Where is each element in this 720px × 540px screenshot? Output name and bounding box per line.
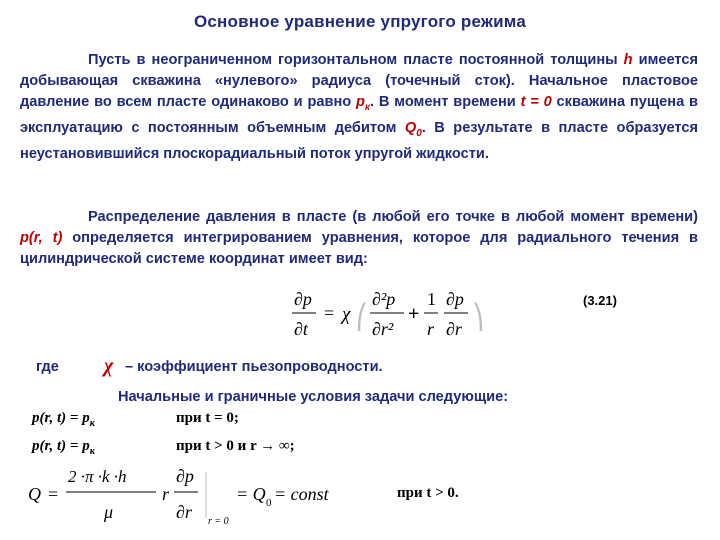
condition-boundary-when: при t > 0 и r → ∞; (176, 438, 295, 454)
text: определяется интегрированием уравнения, которое для радиального течения в цилиндрической системе координат имеет вид: (20, 230, 698, 267)
eq-rhs-q-subscript: 0 (266, 497, 272, 509)
condition-initial-when: при t = 0; (176, 410, 239, 426)
text: . В момент времени (370, 94, 521, 110)
symbol-prt: p(r, t) (20, 230, 63, 246)
eq-r: r (427, 319, 435, 339)
eq-q: Q (28, 484, 41, 504)
eq-equals: = (48, 484, 59, 504)
eq-numerator-d2p: ∂²p (372, 289, 396, 309)
paragraph-pressure-distribution (20, 207, 698, 270)
symbol-t0: t = 0 (520, 94, 552, 110)
eq-denominator-dr: ∂r (446, 319, 462, 339)
eq-plus: + (408, 303, 420, 325)
conditions-intro: Начальные и граничные условия задачи следующие: (118, 389, 509, 405)
text: Пусть в неограниченном горизонтальном пласте постоянной толщины (88, 52, 624, 68)
equation-number: (3.21) (583, 293, 617, 308)
equation-piezoconductivity (280, 283, 500, 345)
eq-numerator-dp2: ∂p (446, 289, 464, 309)
text: имеется добывающая скважина «нулевого» радиуса (точечный сток). Начальное пластовое давление во всем пласте одинаково и равно (20, 52, 698, 110)
page-title: Основное уравнение упругого режима (193, 12, 527, 31)
eq-numerator-dp: ∂p (176, 466, 194, 486)
eq-rhs-q: = Q (236, 484, 266, 504)
text: скважина пущена в эксплуатацию с постоянным объемным дебитом (20, 94, 698, 136)
eq-chi: χ (342, 304, 351, 325)
where-label: где (36, 359, 59, 375)
flow-condition-when: при t > 0. (397, 485, 459, 501)
condition-initial: p(r, $t) = p_к$ (32, 410, 95, 429)
bracket-left: ⎛ (356, 305, 368, 331)
eq-equals: = (324, 303, 335, 323)
symbol-h: h (623, 52, 633, 68)
paragraph-problem-statement (20, 50, 698, 165)
symbol-chi: χ (104, 355, 114, 377)
eq-mu: μ (104, 502, 114, 522)
eq-subscript-r0: r = 0 (208, 516, 229, 527)
eq-one: 1 (427, 289, 436, 309)
eq-r: r (162, 484, 170, 504)
symbol-q0: $Q_0$ (404, 119, 422, 139)
symbol-pk: $p_к$ (356, 94, 370, 113)
eq-numerator-2pikh: 2 ·π ·k ·h (68, 467, 127, 486)
text: Распределение давления в пласте (в любой его точке в любой момент времени) (88, 209, 698, 225)
eq-denominator-dr: ∂r (176, 502, 192, 522)
equation-flow-rate (22, 460, 382, 530)
text: . В результате в пласте образуется неустановившийся плоскорадиальный поток упругой жидкости. (20, 119, 698, 162)
eq-numerator-dp: ∂p (294, 289, 312, 309)
condition-boundary: p(r, $t) = p_к$ (32, 438, 95, 457)
eq-denominator-dr2: ∂r² (372, 319, 394, 339)
eq-rhs-const: = const (274, 484, 329, 504)
where-definition: – коэффициент пьезопроводности. (125, 359, 383, 375)
bracket-right: ⎞ (472, 305, 484, 331)
eq-denominator-dt: ∂t (294, 319, 308, 339)
